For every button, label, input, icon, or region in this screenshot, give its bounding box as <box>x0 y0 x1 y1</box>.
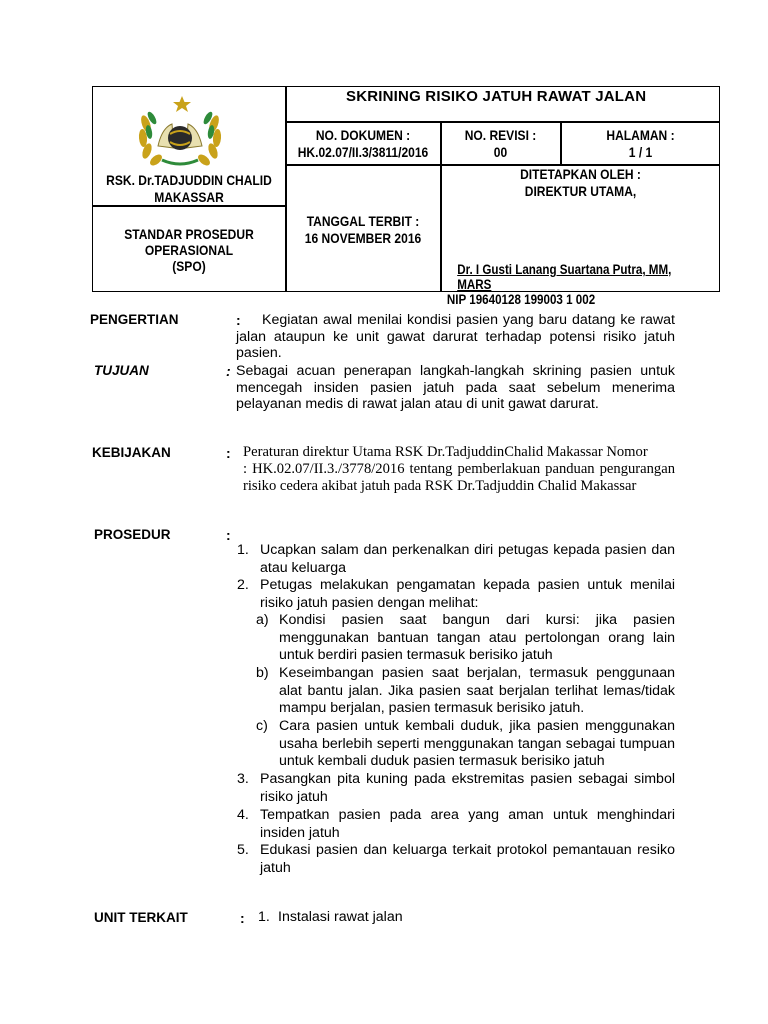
doc-type-line: (SPO) <box>172 258 206 274</box>
list-item: Edukasi pasien dan keluarga terkait protokol pemantauan resiko jatuh <box>260 842 675 876</box>
no-dokumen <box>297 127 429 161</box>
list-marker: 2. <box>237 577 249 593</box>
divider <box>560 121 562 165</box>
signer-nip: NIP 19640128 199003 1 002 <box>446 292 596 307</box>
list-item: Petugas melakukan pengamatan kepada pasien untuk menilai risiko jatuh pasien dengan melihat: <box>260 577 675 611</box>
list-item: Tempatkan pasien pada area yang aman untuk menghindari insiden jatuh <box>260 807 675 841</box>
list-marker: c) <box>256 718 268 734</box>
no-revisi-label: NO. REVISI : <box>464 127 537 143</box>
section-label-kebijakan: KEBIJAKAN <box>92 445 171 460</box>
section-label-tujuan: TUJUAN <box>94 363 149 378</box>
section-label-pengertian: PENGERTIAN <box>90 312 179 327</box>
list-item: Keseimbangan pasien saat berjalan, termasuk penggunaan alat bantu jalan. Jika pasien saat berjalan terlihat lemas/tidak mampu berjalan, pasien termasuk berisiko jatuh. <box>279 665 675 716</box>
list-marker: a) <box>256 612 269 628</box>
ditetapkan <box>461 166 701 200</box>
list-item: Ucapkan salam dan perkenalkan diri petugas kepada pasien dan atau keluarga <box>260 542 675 576</box>
hospital-emblem-icon <box>132 94 228 170</box>
divider <box>285 86 287 292</box>
section-label-prosedur: PROSEDUR <box>94 527 171 542</box>
list-item: Pasangkan pita kuning pada ekstremitas pasien sebagai simbol risiko jatuh <box>260 771 675 805</box>
hospital-name-line: RSK. Dr.TADJUDDIN CHALID <box>106 172 272 188</box>
divider <box>285 121 720 123</box>
signer-name: Dr. I Gusti Lanang Suartana Putra, MM, MARS <box>457 262 672 292</box>
no-dokumen-label: NO. DOKUMEN : <box>315 127 411 143</box>
list-marker: 3. <box>237 771 249 787</box>
no-revisi <box>449 127 551 161</box>
tujuan-text: Sebagai acuan penerapan langkah-langkah skrining pasien untuk mencegah insiden pasien jatuh pada saat sebelum menerima pelayanan medis di rawat jalan atau di unit gawat darurat. <box>236 363 675 413</box>
list-item: Instalasi rawat jalan <box>278 909 403 925</box>
kebijakan-text: : HK.02.07/II.3./3778/2016 tentang pemberlakuan panduan pengurangan risiko cedera akibat jatuh pada RSK Dr.Tadjuddin Chalid Makassar <box>243 461 675 494</box>
list-marker: b) <box>256 665 269 681</box>
list-item: Kondisi pasien saat bangun dari kursi: jika pasien menggunakan bantuan tangan atau pertolongan orang lain untuk berdiri pasien termasuk berisiko jatuh <box>279 612 675 663</box>
colon: : <box>236 312 241 328</box>
tanggal-label: TANGGAL TERBIT : <box>306 213 420 229</box>
list-marker: 1. <box>258 909 270 925</box>
colon: : <box>240 910 245 926</box>
signer <box>440 262 689 307</box>
colon: : <box>226 363 231 379</box>
halaman <box>572 127 709 161</box>
list-marker: 4. <box>237 807 249 823</box>
list-marker: 5. <box>237 842 249 858</box>
list-marker: 1. <box>237 542 249 558</box>
tanggal-value: 16 NOVEMBER 2016 <box>304 230 422 246</box>
doc-type <box>106 226 273 274</box>
halaman-label: HALAMAN : <box>606 127 675 143</box>
hospital-city: MAKASSAR <box>154 189 224 205</box>
page-title: SKRINING RISIKO JATUH RAWAT JALAN <box>346 88 647 105</box>
tanggal-terbit <box>297 213 429 247</box>
doc-type-line: STANDAR PROSEDUR <box>124 226 254 242</box>
divider <box>440 121 442 165</box>
list-item: Cara pasien untuk kembali duduk, jika pasien menggunakan usaha berlebih seperti menggunakan tangan sebagai tumpuan untuk kembali duduk pasien termasuk berisiko jatuh <box>279 718 675 769</box>
colon: : <box>226 445 231 461</box>
hospital-name <box>106 172 273 206</box>
ditetapkan-label: DITETAPKAN OLEH : <box>520 166 641 182</box>
no-revisi-value: 00 <box>493 144 508 160</box>
no-dokumen-value: HK.02.07/II.3/3811/2016 <box>297 144 429 160</box>
pengertian-text: Kegiatan awal menilai kondisi pasien yang baru datang ke rawat jalan ataupun ke unit gawat darurat terhadap potensi risiko jatuh pasien. <box>236 312 675 362</box>
doc-type-line: OPERASIONAL <box>144 242 234 258</box>
section-label-unit-terkait: UNIT TERKAIT <box>94 910 188 925</box>
colon: : <box>226 527 231 543</box>
ditetapkan-role: DIREKTUR UTAMA, <box>524 183 637 199</box>
halaman-value: 1 / 1 <box>628 144 653 160</box>
kebijakan-line1: Peraturan direktur Utama RSK Dr.TadjuddinChalid Makassar Nomor <box>243 444 648 460</box>
